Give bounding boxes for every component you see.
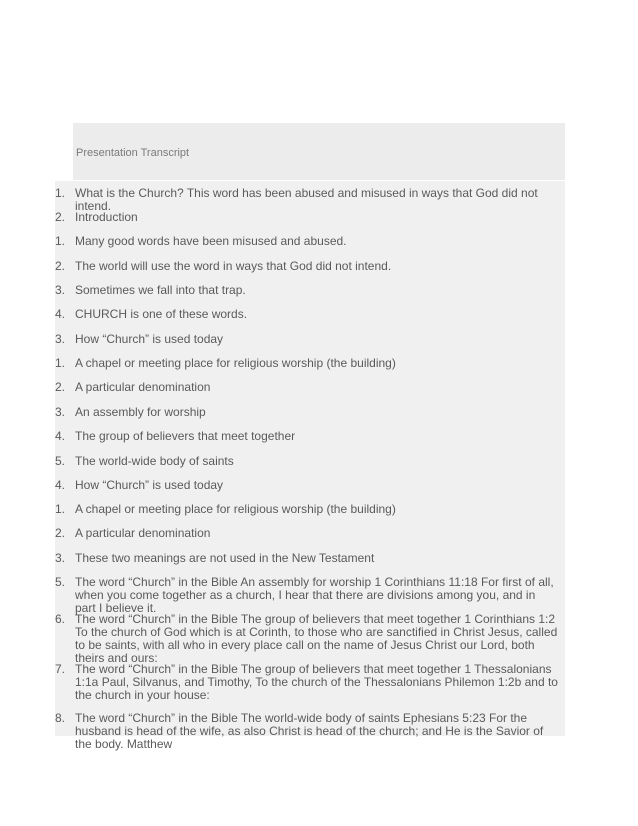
item-number: 2. <box>55 380 66 394</box>
item-text: The group of believers that meet together <box>75 429 296 443</box>
item-text: A chapel or meeting place for religious worship (the building) <box>75 502 396 516</box>
item-text: Sometimes we fall into that trap. <box>75 283 246 297</box>
item-text: The word “Church” in the Bible The world-wide body of saints Ephesians 5:23 For the husband is head of the wife, as also Christ is head of the church; and He is the Savior of the body. Matthew <box>75 711 544 751</box>
transcript-list-panel <box>55 181 565 751</box>
transcript-header <box>73 123 565 180</box>
item-text: These two meanings are not used in the New Testament <box>75 551 375 565</box>
item-number: 5. <box>55 575 66 589</box>
item-text: The word “Church” in the Bible The group of believers that meet together 1 Corinthians 1:2 To the church of God which is at Corinth, to those who are sanctified in Christ Jesus, called to be saints, with all who in every place call on the name of Jesus Christ our Lord, both theirs and ours: <box>75 612 558 665</box>
page-title: Presentation Transcript <box>76 147 190 159</box>
item-number: 3. <box>55 405 66 419</box>
item-number: 4. <box>55 429 66 443</box>
item-text: How “Church” is used today <box>75 478 224 492</box>
item-number: 7. <box>55 662 66 676</box>
item-text: Introduction <box>75 210 138 224</box>
item-text: A chapel or meeting place for religious worship (the building) <box>75 356 396 370</box>
item-number: 5. <box>55 454 66 468</box>
item-text: How “Church” is used today <box>75 332 224 346</box>
item-number: 3. <box>55 551 66 565</box>
item-number: 2. <box>55 259 66 273</box>
item-text: A particular denomination <box>75 526 211 540</box>
item-text: The word “Church” in the Bible The group of believers that meet together 1 Thessalonians 1:1a Paul, Silvanus, and Timothy, To the church of the Thessalonians Philemon 1:2b and to the church in your house: <box>75 662 558 702</box>
item-number: 3. <box>55 332 66 346</box>
item-number: 8. <box>55 711 66 725</box>
item-number: 3. <box>55 283 66 297</box>
item-text: The world-wide body of saints <box>75 454 234 468</box>
item-text: What is the Church? This word has been abused and misused in ways that God did not intend. <box>75 186 538 213</box>
item-number: 2. <box>55 210 66 224</box>
item-number: 1. <box>55 234 66 248</box>
item-number: 6. <box>55 612 66 626</box>
item-text: Many good words have been misused and abused. <box>75 234 347 248</box>
item-text: The word “Church” in the Bible An assembly for worship 1 Corinthians 11:18 For first of all, when you come together as a church, I hear that there are divisions among you, and in part I believe it. <box>75 575 554 615</box>
item-number: 2. <box>55 526 66 540</box>
item-number: 1. <box>55 186 66 200</box>
item-text: CHURCH is one of these words. <box>75 307 248 321</box>
item-number: 4. <box>55 478 66 492</box>
item-number: 1. <box>55 502 66 516</box>
item-number: 4. <box>55 307 66 321</box>
item-number: 1. <box>55 356 66 370</box>
item-text: A particular denomination <box>75 380 211 394</box>
item-text: An assembly for worship <box>75 405 206 419</box>
item-text: The world will use the word in ways that God did not intend. <box>75 259 392 273</box>
